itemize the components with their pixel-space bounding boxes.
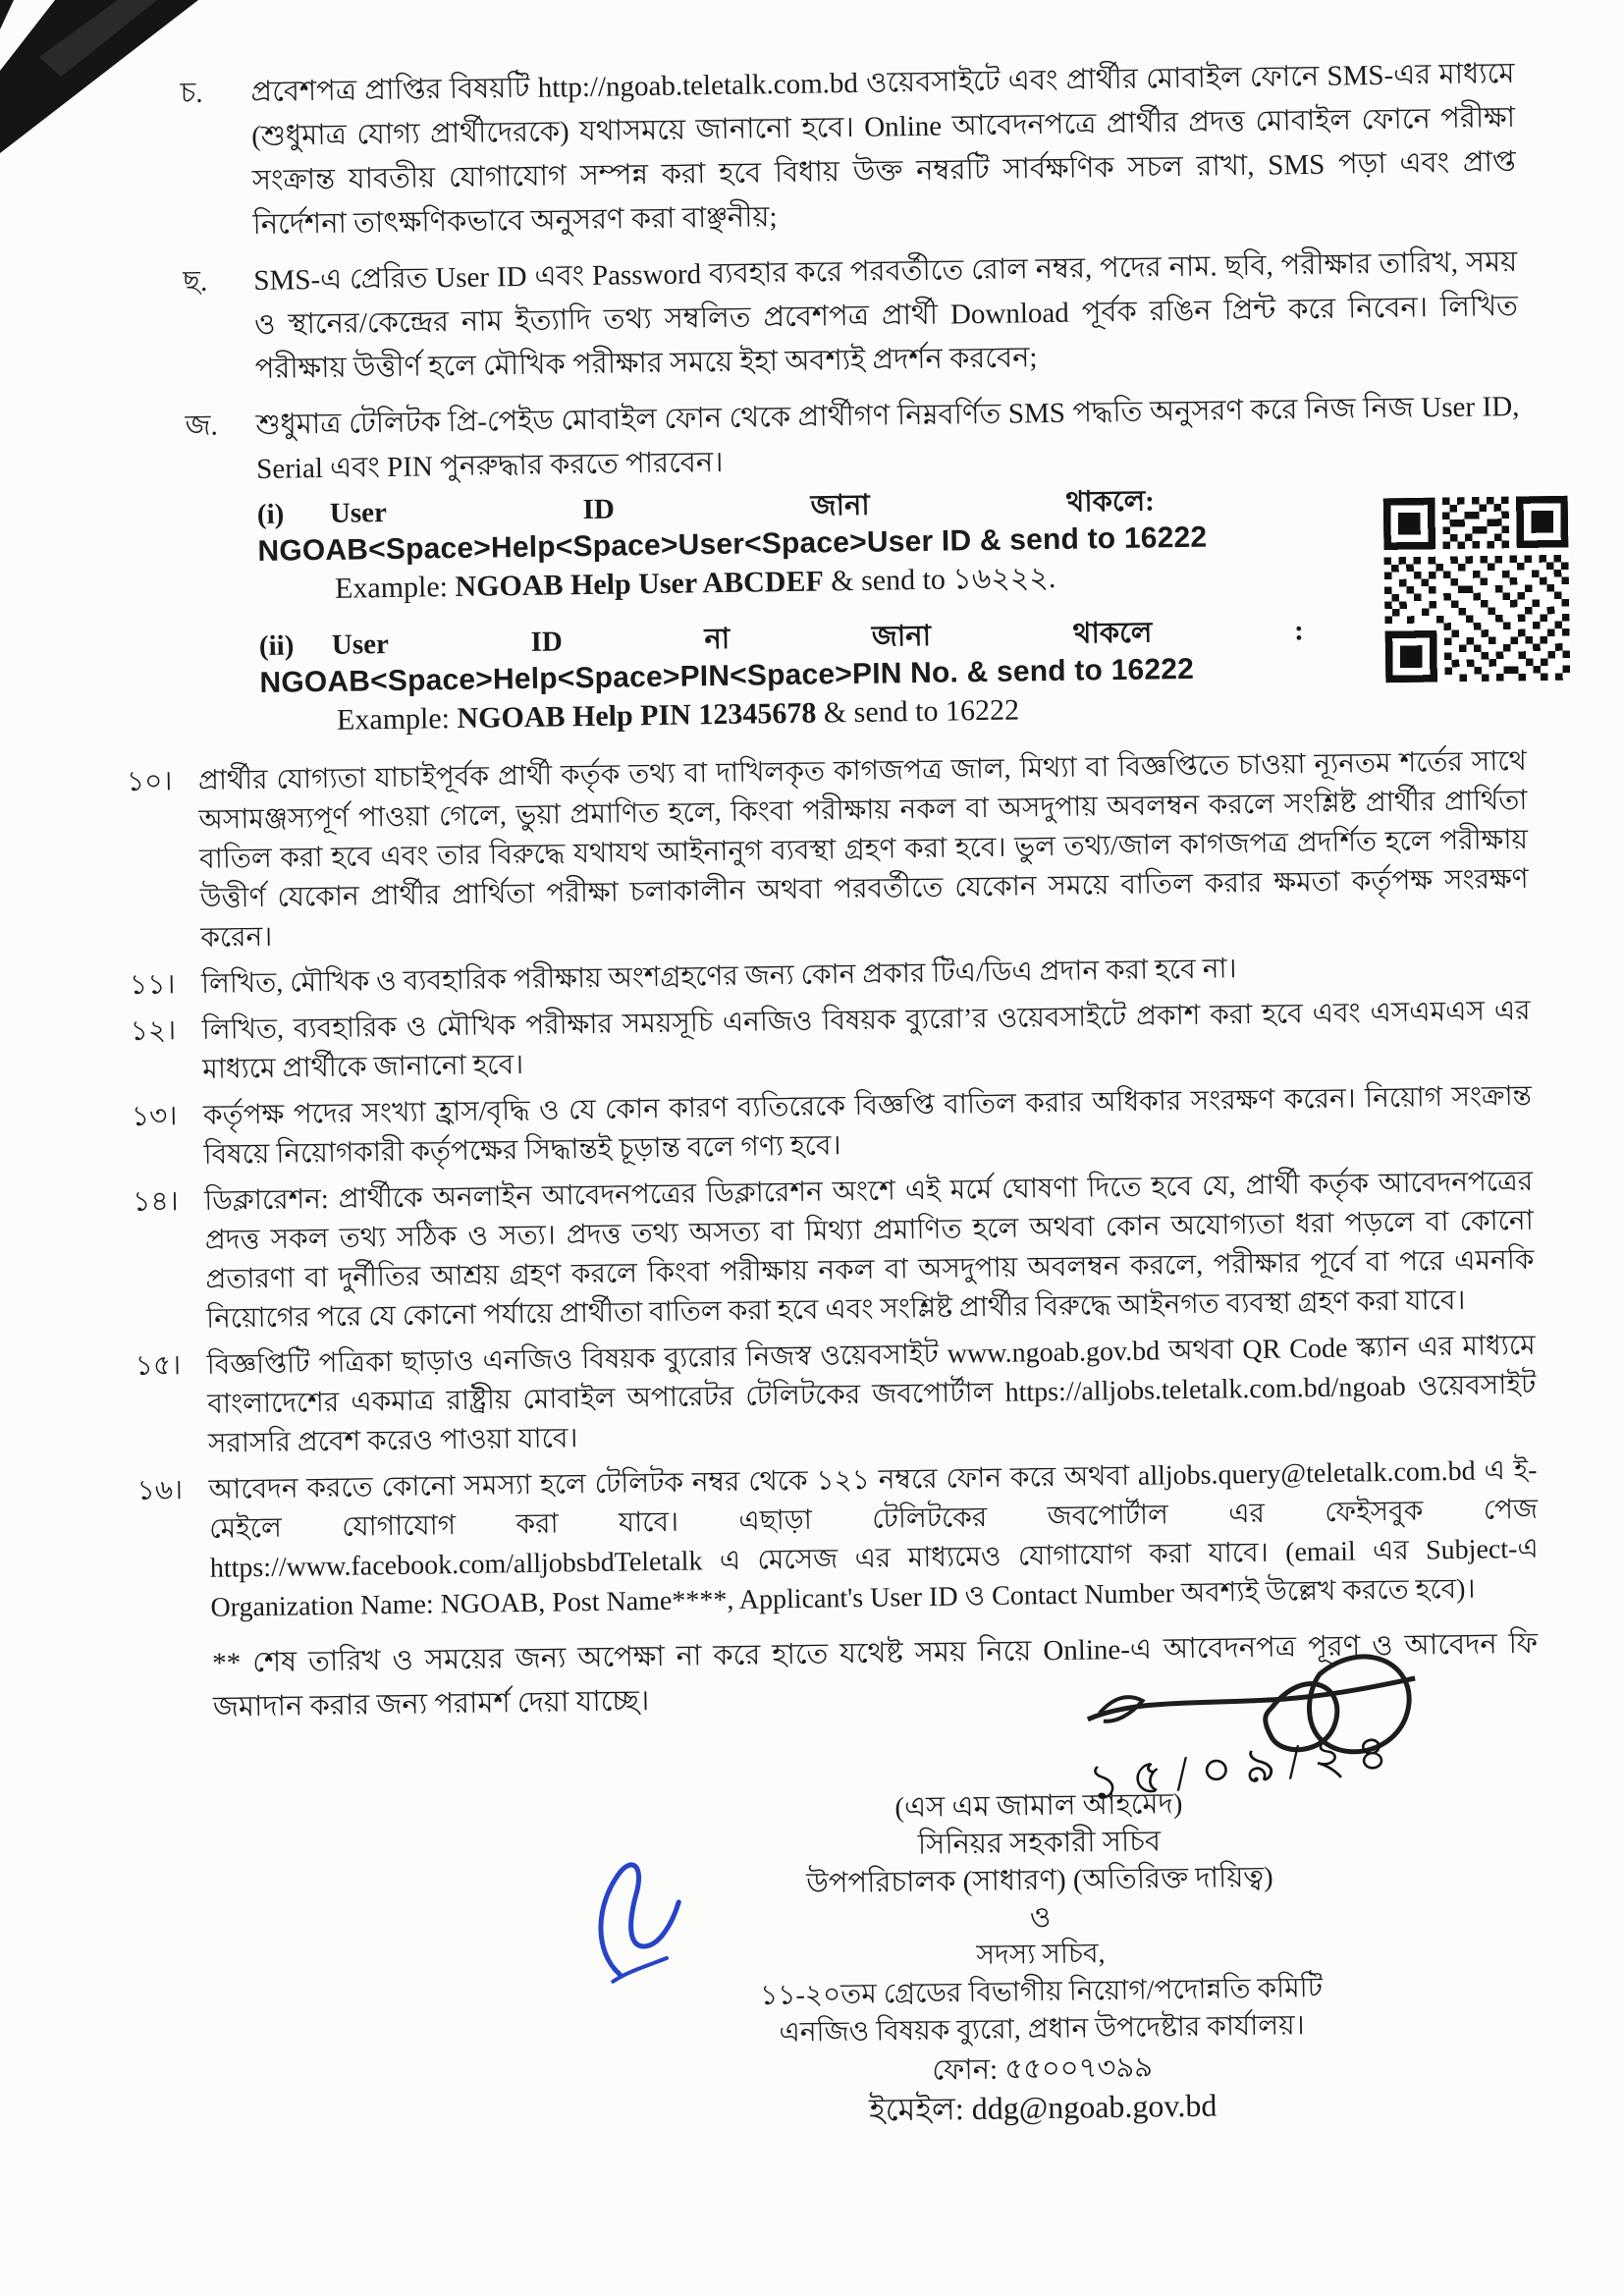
example-suffix: & send to 16222 <box>823 693 1020 730</box>
clause-cha <box>0 50 1624 251</box>
example-label: Example: <box>336 702 451 737</box>
item-text: ডিক্লারেশন: প্রার্থীকে অনলাইন আবেদনপত্রের ডিক্লারেশন অংশে এই মর্মে ঘোষণা দিতে হবে যে, প্রার্থী কর্তৃক আবেদনপত্রের প্রদত্ত সকল তথ্য সঠিক ও সত্য। প্রদত্ত তথ্য অসত্য বা মিথ্যা প্রমাণিত হলে অথবা কোন অযোগ্যতা ধরা পড়লে বা কোনো প্রতারণা বা দুর্নীতির আশ্রয় গ্রহণ করলে কিংবা পরীক্ষায় নকল বা অসদুপায় অবলম্বন করলে, পরীক্ষার পূর্বে বা পরে এমনকি নিয়োগের পরে যে কোনো পর্যায়ে প্রার্থীতা বাতিল করা হবে এবং সংশ্লিষ্ট প্রার্থীর বিরুদ্ধে আইনগত ব্যবস্থা গ্রহণ করা যাবে। <box>204 1166 1535 1335</box>
signatory-title-2: উপপরিচালক (সাধারণ) (অতিরিক্ত দায়িত্ব) <box>806 1861 1273 1900</box>
heading-word: জানা <box>871 620 932 653</box>
item-text: কর্তৃপক্ষ পদের সংখ্যা হ্রাস/বৃদ্ধি ও যে কোন কারণ ব্যতিরেকে বিজ্ঞপ্তি বাতিল করার অধিকার সংরক্ষণ করেন। নিয়োগ সংক্রান্ত বিষয়ে নিয়োগকারী কর্তৃপক্ষের সিদ্ধান্তই চূড়ান্ত বলে গণ্য হবে। <box>202 1080 1533 1171</box>
signatory-email: ইমেইল: ddg@ngoab.gov.bd <box>868 2087 1218 2128</box>
clause-text: প্রবেশপত্র প্রাপ্তির বিষয়টি http://ngoab.teletalk.com.bd ওয়েবসাইটে এবং প্রার্থীর মোবাইল ফোনে SMS-এর মাধ্যমে (শুধুমাত্র যোগ্য প্রার্থীদেরকে) যথাসময়ে জানানো হবে। Online আবেদনপত্রে প্রার্থীর প্রদত্ত মোবাইল ফোনে পরীক্ষা সংক্রান্ত যাবতীয় যোগাযোগ সম্পন্ন করা হবে বিধায় উক্ত নম্বরটি সার্বক্ষণিক সচল রাখা, SMS পড়া এবং প্রাপ্ত নির্দেশনা তাৎক্ষণিকভাবে অনুসরণ করা বাঞ্ছনীয়; <box>250 57 1516 242</box>
signatory-title-3: সদস্য সচিব, <box>976 1939 1106 1971</box>
item-text: প্রার্থীর যোগ্যতা যাচাইপূর্বক প্রার্থী কর্তৃক তথ্য বা দাখিলকৃত কাগজপত্র জাল, মিথ্যা বা বিজ্ঞপ্তিতে চাওয়া ন্যূনতম শর্তের সাথে অসামঞ্জস্যপূর্ণ পাওয়া গেলে, ভুয়া প্রমাণিত হলে, কিংবা পরীক্ষায় নকল বা অসদুপায় অবলম্বন করলে সংশ্লিষ্ট প্রার্থীর প্রার্থিতা বাতিল করা হবে এবং তার বিরুদ্ধে যথাযথ আইনানুগ ব্যবস্থা গ্রহণ করা হবে। ভুল তথ্য/জাল কাগজপত্র প্রদর্শিত হলে পরীক্ষায় উত্তীর্ণ যেকোন প্রার্থীর প্রার্থিতা পরীক্ষা চলাকালীন অথবা পরবর্তীতে যেকোন সময়ে বাতিল করার ক্ষমতা কর্তৃপক্ষ সংরক্ষণ করেন। <box>197 745 1529 954</box>
signatory-title-4: ১১-২০তম গ্রেডের বিভাগীয় নিয়োগ/পদোন্নতি কমিটি <box>759 1972 1324 2011</box>
item-13 <box>16 1075 1624 1178</box>
option-index: (i) <box>256 498 285 530</box>
item-text: বিজ্ঞপ্তিটি পত্রিকা ছাড়াও এনজিও বিষয়ক ব্যুরোর নিজস্ব ওয়েবসাইট www.ngoab.gov.bd অথবা QR Code স্ক্যান এর মাধ্যমে বাংলাদেশের একমাত্র রাষ্ট্রীয় মোবাইল অপারেটর টেলিটকের জবপোর্টাল https://alljobs.teletalk.com.bd/ngoab ওয়েবসাইট সরাসরি প্রবেশ করেও পাওয়া যাবে। <box>206 1330 1537 1459</box>
item-16 <box>21 1449 1624 1631</box>
sms-format-user-id: NGOAB<Space>Help<Space>User<Space>User ID & send to 16222 <box>257 520 1208 568</box>
heading-word: না <box>704 623 731 656</box>
heading-word: থাকলে: <box>1065 485 1156 519</box>
example-suffix: & send to ১৬২২২. <box>831 561 1056 598</box>
heading-word: থাকলে <box>1072 617 1153 650</box>
heading-word: User <box>331 629 390 661</box>
item-15 <box>20 1325 1624 1467</box>
heading-word: ID <box>530 626 564 658</box>
heading-word: ID <box>582 493 616 526</box>
sms-recovery-instructions <box>257 477 1525 741</box>
advisory-note: ** শেষ তারিখ ও সময়ের জন্য অপেক্ষা না করে হাতে যথেষ্ট সময় নিয়ে Online-এ আবেদনপত্র পূরণ ও আবেদন ফি জমাদান করার জন্য পরামর্শ দেয়া যাচ্ছে। <box>212 1627 1539 1723</box>
signature-date-handwritten: ১৫/০৯/২৪ <box>1085 1722 1403 1811</box>
option-index: (ii) <box>258 629 295 662</box>
heading-word: জানা <box>810 489 870 522</box>
item-number: ১২। <box>130 1015 177 1047</box>
item-number: ১৩। <box>131 1101 178 1132</box>
item-number: ১১। <box>129 969 176 1001</box>
heading-word: User <box>329 497 388 529</box>
signatory-block <box>676 1778 1407 2127</box>
clause-chha <box>3 239 1624 396</box>
signatory-conjunction: ও <box>1029 1901 1052 1935</box>
signatory-name: (এস এম জামাল আহমেদ) <box>894 1787 1183 1825</box>
item-number: ১৪। <box>133 1186 179 1218</box>
example-command: NGOAB Help User ABCDEF <box>455 565 825 603</box>
clause-text: SMS-এ প্রেরিত User ID এবং Password ব্যবহার করে পরবর্তীতে রোল নম্বর, পদের নাম. ছবি, পরীক্ষার তারিখ, সময় ও স্থানের/কেন্দ্রের নাম ইত্যাদি তথ্য সম্বলিত প্রবেশপত্র প্রার্থী Download পূর্বক রঙিন প্রিন্ট করে নিবেন। লিখিত পরীক্ষায় উত্তীর্ণ হলে মৌখিক পরীক্ষার সময়ে ইহা অবশ্যই প্রদর্শন করবেন; <box>253 246 1519 385</box>
clause-text: শুধুমাত্র টেলিটক প্রি-পেইড মোবাইল ফোন থেকে প্রার্থীগণ নিম্নবর্ণিত SMS পদ্ধতি অনুসরণ করে নিজ নিজ User ID, Serial এবং PIN পুনরুদ্ধার করতে পারবেন। <box>255 390 1520 485</box>
item-text: লিখিত, ব্যবহারিক ও মৌখিক পরীক্ষার সময়সূচি এনজিও বিষয়ক ব্যুরো’র ওয়েবসাইটে প্রকাশ করা হবে এবং এসএমএস এর মাধ্যমে প্রার্থীকে জানানো হবে। <box>201 995 1531 1085</box>
item-number: ১৫। <box>135 1350 182 1382</box>
item-text: আবেদন করতে কোনো সমস্যা হলে টেলিটক নম্বর থেকে ১২১ নম্বরে ফোন করে অথবা alljobs.query@teletalk.com.bd এ ই-মেইলে যোগাযোগ করা যাবে। এছাড়া টেলিটকের জবপোর্টাল এর ফেইসবুক পেজ https://www.facebook.com/alljobsbdTeletalk এ মেসেজ এর মাধ্যমেও যোগাযোগ করা যাবে। (email এর Subject-এ Organization Name: NGOAB, Post Name****, Applicant's User ID ও Contact Number অবশ্যই উল্লেখ করতে হবে)। <box>208 1454 1539 1623</box>
clause-label: চ. <box>180 77 203 110</box>
item-10 <box>11 740 1624 961</box>
qr-code <box>1383 496 1571 683</box>
item-number: ১৬। <box>136 1475 184 1506</box>
sms-option-i <box>257 477 1523 610</box>
example-label: Example: <box>334 571 449 605</box>
notice-body <box>0 38 1624 1732</box>
sms-format-pin: NGOAB<Space>Help<Space>PIN<Space>PIN No. & send to 16222 <box>259 652 1195 699</box>
signatory-title-5: এনজিও বিষয়ক ব্যুরো, প্রধান উপদেষ্টার কার্যালয়। <box>779 2010 1305 2049</box>
item-text: লিখিত, মৌখিক ও ব্যবহারিক পরীক্ষায় অংশগ্রহণের জন্য কোন প্রকার টিএ/ডিএ প্রদান করা হবে না। <box>200 954 1237 1000</box>
example-command: NGOAB Help PIN 12345678 <box>457 696 817 735</box>
signatory-title-1: সিনিয়র সহকারী সচিব <box>917 1826 1162 1861</box>
sms-option-ii <box>259 609 1525 741</box>
signatory-phone: ফোন: ৫৫০০৭৩৯৯ <box>932 2051 1154 2087</box>
heading-word: : <box>1293 615 1305 647</box>
item-12 <box>14 990 1624 1093</box>
item-14 <box>17 1161 1624 1342</box>
clause-label: জ. <box>185 410 219 443</box>
clause-label: ছ. <box>183 265 208 299</box>
item-number: ১০। <box>126 766 173 797</box>
